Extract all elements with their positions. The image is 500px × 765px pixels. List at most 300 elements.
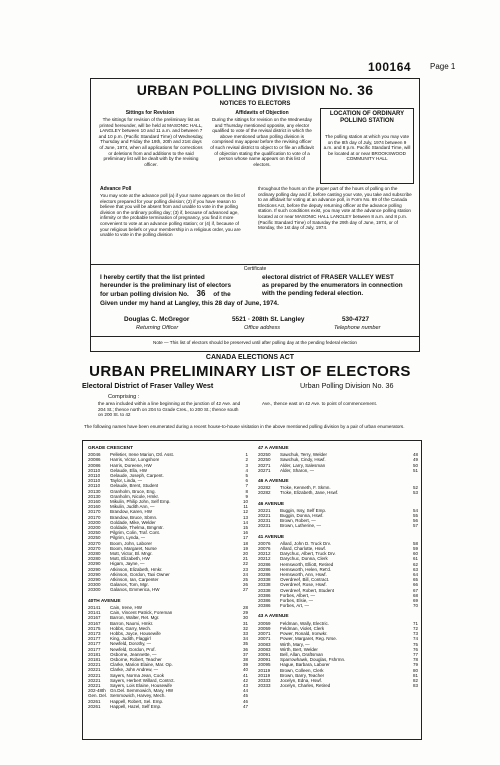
elector-number: 21 <box>242 556 248 562</box>
certificate-left-line3-text: for urban polling division No. <box>100 291 189 298</box>
elector-name: Gn.Del. Semmowich, Mary, HW <box>110 688 174 694</box>
elector-address: 20270 <box>88 545 101 551</box>
elector-address: 20086 <box>88 457 101 463</box>
elector-number: 79 <box>412 662 418 668</box>
elector-number: 40 <box>242 667 248 673</box>
elector-number: 15 <box>242 525 248 531</box>
elector-number: 14 <box>242 519 248 525</box>
elector-row <box>258 523 418 528</box>
elector-name: Forbes, Albert, — <box>280 592 316 598</box>
elector-address: 20231 <box>258 518 271 524</box>
advance-poll-right-text: throughout the hours on the proper part of the hours of polling on the ordinary polling day and if, before casting your vote, you take and subscribe to an affidavit for voting at an advance poll, in Form No. 69 of the Canada Elections Act, before the deputy returning officer at the advance polling station. If such conditions exist, you may vote at the advance polling station located at or near MASONIC HALL LANGLEY between 8 a.m. and 8 p.m. (Pacific Standard Time) of Saturday the 29th day of June, 1974, or of Monday, the 1st day of July, 1974. <box>258 186 412 231</box>
elector-name: Barron, Naomi, Hmkr. <box>110 620 154 626</box>
enumeration-note: The following names have been enumerated during a recent house-to-house visitation in the above mentioned polling division by a pair of urban enumerators. <box>84 424 405 429</box>
elector-name: King, Judith, Flaggirl <box>110 636 151 642</box>
elector-name: Darychuc, Donna, Clerk <box>280 556 328 562</box>
elector-address: 20110 <box>88 478 101 484</box>
elector-name: Goldade, Mike, Welder <box>110 519 156 525</box>
elector-number: 56 <box>412 518 418 524</box>
elector-name: Boom, John, Laborer <box>110 540 153 546</box>
elector-name: Jocelyn, Charles, Retired <box>280 683 331 689</box>
advance-poll-left-text: You may vote at the advance poll (a) if your name appears on the list of electors prepared for your polling division; (2) if you have reason to believe that you will be absent from and unable to vote in the polling division on the ordinary polling day; (3) if, because of advanced age, infirmity or the probable termination of pregnancy, you find it more convenient to vote at an advance polling station; or (4) if, because of your religious beliefs or your membership in a religious order, you are unable to vote in the polling division <box>100 193 245 238</box>
elector-number: 75 <box>412 641 418 647</box>
elector-number: 11 <box>243 504 248 510</box>
elector-number: 5 <box>245 473 248 479</box>
elector-address: 20221 <box>88 672 101 678</box>
elector-address: 20250 <box>88 530 101 536</box>
elector-name: Sayers, Lois Elaine, Housewife <box>110 682 173 688</box>
elector-name: Sayers, Herbert Willard, Contrct. <box>110 677 175 683</box>
elector-address: 20181 <box>88 651 101 657</box>
elector-name: Newfeld, Gordon, Prof. <box>110 646 156 652</box>
elector-address: 20338 <box>258 587 271 593</box>
elector-address: 20175 <box>88 625 101 631</box>
office-address-label: Office address <box>244 325 281 331</box>
elector-name: Sawchuk, Terry, Welder <box>280 452 328 458</box>
elector-number: 20 <box>242 551 248 557</box>
elector-entry <box>258 523 321 528</box>
elector-address: 20076 <box>258 540 271 546</box>
certificate-left-line1: I hereby certify that the list printed <box>100 274 205 281</box>
elector-row <box>88 704 248 709</box>
elector-name: Sayers, Norma Jean, Cook <box>110 672 165 678</box>
elector-name: Feldman, Violet, Clerk <box>280 625 325 631</box>
certificate-left-line3-end: of the <box>213 291 231 298</box>
elector-number: 80 <box>412 667 418 673</box>
elector-name: Brown, Robert, — <box>280 518 316 524</box>
elector-address: 20091 <box>258 651 271 657</box>
elector-address: 20071 <box>258 636 271 642</box>
elector-entry <box>88 587 160 592</box>
affidavits-heading: Affidavits of Objection <box>235 110 289 116</box>
location-heading: LOCATION OF ORDINARY POLLING STATION <box>329 111 405 124</box>
elector-address: 20250 <box>258 457 271 463</box>
elector-number: 76 <box>412 646 418 652</box>
elector-name: Buggin, Issy, Self Emp. <box>280 507 327 513</box>
elector-number: 73 <box>412 631 418 637</box>
elector-address: 20270 <box>88 540 101 546</box>
elector-name: Allard, John D. Truck Drv. <box>280 540 331 546</box>
polling-division-title: URBAN POLLING DIVISION No. 36 <box>136 82 374 98</box>
elector-name: Osborne, Jeannette, — <box>110 651 157 657</box>
elector-number: 82 <box>412 677 418 683</box>
certificate-rule <box>90 264 420 265</box>
elector-number: 38 <box>242 656 248 662</box>
elector-address: 20167 <box>88 620 101 626</box>
elector-number: 24 <box>242 571 248 577</box>
elector-number: 33 <box>242 630 248 636</box>
elector-address: 20130 <box>88 488 101 494</box>
elector-number: 37 <box>242 651 248 657</box>
elector-entry <box>258 603 309 608</box>
elector-address: 20177 <box>88 636 101 642</box>
elector-address: 20386 <box>258 598 271 604</box>
location-text: The polling station at which you may vote on the 8th day of July, 1974 between 9 a.m. and 8 p.m. Pacific Standard Time, will be located at or near BROOKSWOOD COMMUNITY HALL <box>323 134 411 162</box>
elector-number: 1 <box>245 452 248 458</box>
elector-name: Bell, Allan, Draftsman <box>280 651 324 657</box>
elector-address: 20221 <box>88 677 101 683</box>
elector-address: 20095 <box>258 662 271 668</box>
elector-name: Mott, Elizabeth, HW <box>110 556 150 562</box>
elector-number: 23 <box>242 566 248 572</box>
elector-address: 20046 <box>88 452 101 458</box>
elector-name: Harris, Victor, Longshore <box>110 457 160 463</box>
elector-address: 20119 <box>258 672 271 678</box>
elector-name: Wirth, Mary, — <box>280 641 310 647</box>
elector-number: 45 <box>242 693 248 699</box>
elector-name: Atkinson, Ian, Carpenter <box>110 577 159 583</box>
street-heading: 40TH AVENUE <box>88 598 121 604</box>
elector-name: Brandow, Bruce, Sbmn. <box>110 514 158 520</box>
elector-number: 7 <box>245 483 248 489</box>
elector-address: 20160 <box>88 499 101 505</box>
elector-name: Goldade, Thelma, Bmgmtr. <box>110 525 164 531</box>
elector-entry <box>88 704 161 709</box>
elector-number: 77 <box>412 651 418 657</box>
elector-name: Forbes, Art, — <box>280 603 310 609</box>
elector-address: 20286 <box>258 561 271 567</box>
elector-number: 52 <box>412 485 418 491</box>
elector-number: 34 <box>242 636 248 642</box>
elector-number: 16 <box>242 530 248 536</box>
note-rule <box>90 336 420 337</box>
elector-name: Brandow, Karen, HW <box>110 509 153 515</box>
elector-number: 26 <box>242 582 248 588</box>
elector-name: Allard, Charlotte, Hswf. <box>280 546 327 552</box>
elector-name: Feldman, Wally, Electric. <box>280 620 330 626</box>
elector-address: 20110 <box>88 483 101 489</box>
electoral-district: Electoral District of Fraser Valley West <box>82 381 214 390</box>
street-heading: 43 A AVENUE <box>258 614 289 620</box>
elector-name: Granholm, Nicole, Hmkr. <box>110 493 160 499</box>
elector-number: 60 <box>412 551 418 557</box>
elector-address: 20141 <box>88 610 101 616</box>
elector-number: 61 <box>412 556 418 562</box>
elector-number: 63 <box>412 566 418 572</box>
elector-number: 70 <box>412 603 418 609</box>
elector-number: 55 <box>412 513 418 519</box>
elector-name: Higam, Jayne, — <box>110 561 145 567</box>
street-heading: 46 A AVENUE <box>258 479 289 485</box>
elector-address: 20338 <box>258 577 271 583</box>
elector-address: 20290 <box>88 571 101 577</box>
elector-name: Pilgrim, Colin, Traf. Cont. <box>110 530 161 536</box>
elector-name: Gelaude, Joseph, Carpent. <box>110 473 164 479</box>
elector-address: 20119 <box>258 667 271 673</box>
elector-address: 20221 <box>88 682 101 688</box>
elector-address: 20338 <box>258 582 271 588</box>
elector-name: Barron, Walter, Ret. Mgr. <box>110 615 160 621</box>
area-description-right: Ave., thence east on 42 Ave. to point of commencement. <box>262 401 378 406</box>
elector-number: 58 <box>412 540 418 546</box>
elector-address: 20181 <box>88 656 101 662</box>
elector-name: Wirth, Bert, Welder <box>280 646 318 652</box>
elector-number: 57 <box>412 523 418 529</box>
certificate-heading: Certificate <box>243 266 267 272</box>
elector-name: Happell, Hazel, Self Emp. <box>110 703 162 709</box>
elector-number: 71 <box>412 620 418 626</box>
elector-address: 20300 <box>88 582 101 588</box>
elector-address: 20221 <box>88 667 101 673</box>
elector-number: 8 <box>245 488 248 494</box>
elector-name: Clarke, Marion Elaine, Mar. Op. <box>110 662 173 668</box>
street-heading: 41 AVENUE <box>258 534 285 540</box>
elector-address: 20212 <box>258 551 271 557</box>
elector-address: 20386 <box>258 603 271 609</box>
elector-number: 72 <box>412 625 418 631</box>
elector-number: 51 <box>412 467 418 473</box>
elector-address: 20261 <box>88 703 101 709</box>
elector-name: Troke, Elizabeth, Jane, Hswf. <box>280 490 339 496</box>
elector-address: 20300 <box>88 587 101 593</box>
elector-name: Alder, Larry, Salesman <box>280 462 326 468</box>
elector-name: Jocelyn, Edna, Hswf. <box>280 677 323 683</box>
elector-address: 20110 <box>88 473 101 479</box>
elector-name: Alder, Sharon, — <box>280 467 315 473</box>
notices-title: NOTICES TO ELECTORS <box>219 101 291 107</box>
elector-address: 20200 <box>88 525 101 531</box>
elector-address: 20271 <box>258 462 271 468</box>
elector-address: 20059 <box>258 625 271 631</box>
elector-address: 20280 <box>88 556 101 562</box>
elector-name: Hemsworth, Elliott, Retired <box>280 561 334 567</box>
elector-number: 4 <box>245 467 248 473</box>
elector-name: Overdreef, Rose, Hswf. <box>280 582 327 588</box>
elector-address: 20261 <box>88 698 101 704</box>
elector-address: 20286 <box>258 572 271 578</box>
certificate-left-line2: hereunder is the preliminary list of electors <box>100 282 232 289</box>
elector-number: 29 <box>242 610 248 616</box>
street-heading: 46 AVENUE <box>258 501 285 507</box>
elector-name: Harris, Doreene, HW <box>110 462 152 468</box>
elector-address: 20170 <box>88 514 101 520</box>
elector-number: 64 <box>412 572 418 578</box>
elector-entry <box>258 683 330 688</box>
elector-address: 20221 <box>258 513 271 519</box>
elector-name: Galanos, Tom, Mgr. <box>110 582 149 588</box>
elector-number: 3 <box>245 462 248 468</box>
elector-number: 69 <box>412 598 418 604</box>
certificate-right <box>262 274 418 298</box>
certificate-division-number: 36 <box>196 289 206 298</box>
elector-address: 20280 <box>88 551 101 557</box>
returning-officer-name: Douglas C. McGregor <box>124 316 190 323</box>
elector-number: 54 <box>412 507 418 513</box>
elector-number: 2 <box>245 457 248 463</box>
elector-address: 20086 <box>88 462 101 468</box>
elector-row <box>258 490 418 495</box>
elector-address: 20083 <box>258 646 271 652</box>
elector-name: Sparrowhawk, Douglas, Fshrmn. <box>280 657 346 663</box>
elector-address: 20282 <box>258 485 271 491</box>
elector-row <box>88 587 248 592</box>
elector-address: 20091 <box>258 657 271 663</box>
elector-row <box>258 603 418 608</box>
elector-number: 9 <box>245 493 248 499</box>
elector-address: 20250 <box>88 535 101 541</box>
elector-name: Sawchuk, Cindy, Hswf. <box>280 457 326 463</box>
elector-number: 47 <box>242 703 248 709</box>
certificate-right-line3: with the pending federal election. <box>262 290 364 297</box>
polling-division-label: Urban Polling Division No. 36 <box>300 381 394 390</box>
elector-name: Boom, Margaret, Nurse <box>110 545 157 551</box>
elector-name: Gelaude, Brent, Student <box>110 483 159 489</box>
elector-address: 20200 <box>88 519 101 525</box>
elector-name: Darychuc, Albert, Truck Drv. <box>280 551 336 557</box>
elector-address: 20167 <box>88 615 101 621</box>
revision-heading: Sittings for Revision <box>125 110 175 116</box>
elector-address: 20333 <box>258 677 271 683</box>
elector-address: 20282 <box>258 490 271 496</box>
elector-number: 67 <box>412 587 418 593</box>
elector-number: 18 <box>242 540 248 546</box>
elector-number: 12 <box>242 509 248 515</box>
elector-name: Forbes, Elsie, — <box>280 598 314 604</box>
elector-entry <box>258 490 338 495</box>
elector-name: Brown, Lutherine, — <box>280 523 322 529</box>
elector-name: Mikulin, Judith Ann, — <box>110 504 155 510</box>
elector-name: Granholm, Bruce, Eng. <box>110 488 156 494</box>
elector-address: 20160 <box>88 504 101 510</box>
elector-number: 59 <box>412 546 418 552</box>
elector-address: Gen. Del. <box>88 693 108 699</box>
elector-name: Mikulin, Philip John, Self Emp. <box>110 499 171 505</box>
elector-address: 20221 <box>258 507 271 513</box>
elector-name: Pelletier, Irene Marion, Dtl. Asst. <box>110 452 175 458</box>
elector-number: 53 <box>412 490 418 496</box>
elector-number: 6 <box>245 478 248 484</box>
elector-name: Atkinson, Elizabeth, Hmkr. <box>110 566 163 572</box>
elector-address: 20333 <box>258 683 271 689</box>
elector-name: Osborne, Robert, Teacher <box>110 656 162 662</box>
elector-number: 19 <box>242 545 248 551</box>
elector-name: Hague, Barbara, Laborer <box>280 662 330 668</box>
elector-number: 81 <box>412 672 418 678</box>
elector-address: 20177 <box>88 641 101 647</box>
elector-number: 31 <box>242 620 248 626</box>
elector-number: 48 <box>412 452 418 458</box>
elector-name: Brown, Colleen, Clerk <box>280 667 324 673</box>
certificate-given-line: Given under my hand at Langley, this 28 day of June, 1974. <box>100 300 279 307</box>
elector-name: Brown, Barry, Teacher <box>280 672 325 678</box>
elector-number: 39 <box>242 662 248 668</box>
elector-name: Pilgrim, Lynda, — <box>110 535 146 541</box>
telephone-number: 530-4727 <box>342 316 370 323</box>
elector-number: 41 <box>242 672 248 678</box>
elector-name: Buggin, Donna, Hswf. <box>280 513 324 519</box>
elector-name: Hemsworth, Ann, Hswf. <box>280 572 327 578</box>
elector-number: 13 <box>242 514 248 520</box>
elector-address: 20083 <box>258 641 271 647</box>
elector-address: 20386 <box>258 592 271 598</box>
elector-name: Hobbs, Garry, Mech. <box>110 625 152 631</box>
elector-number: 66 <box>412 582 418 588</box>
elector-number: 74 <box>412 636 418 642</box>
area-description-left: the area included within a line beginning at the junction of 42 Ave. and 204 St.; thence north on 204 to Grade Cres., to 200 St.; thence south on 200 St. to 42 <box>98 401 241 418</box>
elector-address: 20271 <box>258 467 271 473</box>
elector-address: 202-48th <box>88 688 106 694</box>
elector-name: Galanos, Emmerica, HW <box>110 587 160 593</box>
elector-name: Newfeld, Dorothy, — <box>110 641 152 647</box>
electors-column-right <box>258 444 418 688</box>
elector-name: Power, Ronald, Ironwkr. <box>280 631 328 637</box>
elector-address: 20286 <box>258 566 271 572</box>
elector-number: 83 <box>412 683 418 689</box>
certificate-right-line1: electoral district of FRASER VALLEY WEST <box>262 274 394 281</box>
elector-number: 28 <box>242 604 248 610</box>
elector-number: 78 <box>412 657 418 663</box>
elector-address: 20170 <box>88 509 101 515</box>
elector-address: 20290 <box>88 561 101 567</box>
electors-column-left <box>88 444 248 709</box>
elector-number: 68 <box>412 592 418 598</box>
street-heading: GRADE CRESCENT <box>88 446 134 451</box>
document-number: 100164 <box>368 60 412 74</box>
elector-name: Atkinson, Gordon, Taxi Owner <box>110 571 170 577</box>
certificate-left <box>100 274 260 299</box>
list-title: URBAN PRELIMINARY LIST OF ELECTORS <box>89 363 411 380</box>
elector-number: 46 <box>242 698 248 704</box>
elector-name: Mott, Victor, Bl. Mngr. <box>110 551 153 557</box>
office-address: 5521 · 208th St. Langley <box>232 316 305 323</box>
elector-address: 20076 <box>258 546 271 552</box>
elector-name: Hobbs, Joyce, Housewife <box>110 630 161 636</box>
telephone-label: Telephone number <box>334 325 381 331</box>
elector-number: 35 <box>242 641 248 647</box>
elector-address: 20290 <box>88 566 101 572</box>
elector-address: 20141 <box>88 604 101 610</box>
street-heading: 47 A AVENUE <box>258 446 289 451</box>
elector-name: Cain, Irene, HW <box>110 604 143 610</box>
elector-number: 43 <box>242 682 248 688</box>
elector-address: 20059 <box>258 620 271 626</box>
elector-number: 49 <box>412 457 418 463</box>
elector-address: 20173 <box>88 630 101 636</box>
elector-name: Power, Margaret, Reg. Nrse. <box>280 636 338 642</box>
act-name: CANADA ELECTIONS ACT <box>205 354 295 361</box>
elector-number: 25 <box>242 577 248 583</box>
elector-row <box>258 468 418 473</box>
elector-number: 50 <box>412 462 418 468</box>
elector-name: Gelaude, Ella, HW <box>110 467 148 473</box>
elector-name: Overdreef, Robert, Student <box>280 587 335 593</box>
advance-poll-heading: Advance Poll <box>100 186 132 192</box>
revision-text: The sittings for revision of the preliminary list as printed hereunder, will be held at MASONIC HALL, LANGLEY between 10 and 11 a.m. and between 7 and 10 p.m. (Pacific Standard Time) of Wednesday, Thursday and Friday the 19th, 20th and 21st days of June, 1974, when all applications for corrections or deletions from and additions to the said preliminary list will be dealt with by the revising officer. <box>98 117 204 167</box>
elector-address: 20110 <box>88 467 101 473</box>
elector-address: 20290 <box>88 577 101 583</box>
elector-name: Overdreef, Bill, Contract. <box>280 577 330 583</box>
elector-number: 30 <box>242 615 248 621</box>
elector-address: 20212 <box>258 556 271 562</box>
comprising-label: Comprising : <box>108 394 140 400</box>
elector-row <box>258 683 418 688</box>
elector-name: Happell, Robert, Sel. Emp. <box>110 698 164 704</box>
certificate-right-line2: as prepared by the enumerators in connection <box>262 282 403 289</box>
elector-number: 17 <box>242 535 248 541</box>
elector-name: Troke, Kenneth, F. Skmn. <box>280 485 331 491</box>
elector-number: 65 <box>412 577 418 583</box>
elector-name: Clarke, John Andrew, — <box>110 667 159 673</box>
elector-number: 62 <box>412 561 418 567</box>
certificate-left-line3 <box>100 290 260 299</box>
elector-name: Semmowich, Harvey, Mech. <box>110 693 166 699</box>
elector-number: 42 <box>242 677 248 683</box>
preservation-note: Note — This list of electors should be preserved until after polling day at the pending federal election <box>153 340 357 345</box>
page-label: Page 1 <box>430 62 456 71</box>
elector-address: 20231 <box>258 523 271 529</box>
elector-name: Cain, Vincent Patrick, Foreman <box>110 610 173 616</box>
elector-entry <box>258 468 314 473</box>
